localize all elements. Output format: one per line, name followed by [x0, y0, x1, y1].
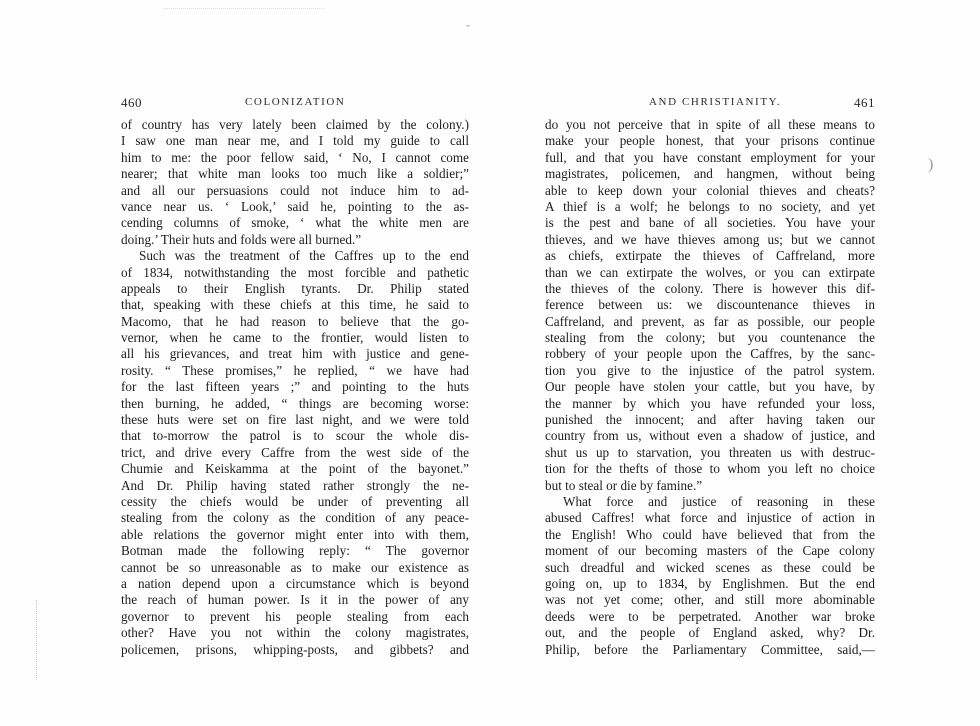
right-page: [545, 94, 875, 658]
text-line: going on, up to 1834, by Englishmen. But the end: [545, 575, 875, 591]
text-line: vernor, when he came to the frontier, would listen to: [121, 330, 469, 346]
text-line: governor to prevent his people stealing from each: [121, 608, 469, 624]
text-line: Philip, before the Parliamentary Committee, said,—: [545, 641, 875, 657]
left-running-head: [121, 94, 469, 114]
text-line: robbery of your people upon the Caffres, by the sanc-: [545, 346, 875, 362]
scan-mark-right: ): [928, 156, 934, 173]
text-line: appeals to their English tyrants. Dr. Philip stated: [121, 280, 469, 296]
text-line: stealing from the colony; but you countenance the: [545, 330, 875, 346]
text-line: and all our persuasions could not induce him to ad-: [121, 182, 469, 198]
text-line: that to-morrow the patrol is to scour the whole dis-: [121, 428, 469, 444]
text-line: nearer; that white man looks too much like a soldier;”: [121, 166, 469, 182]
text-line: than we can extirpate the wolves, or you can extirpate: [545, 264, 875, 280]
text-line: abused Caffres! what force and injustice of action in: [545, 510, 875, 526]
text-line: punished the innocent; and after having taken our: [545, 412, 875, 428]
text-line: of country has very lately been claimed by the colony.): [121, 117, 469, 132]
text-line: but to steal or die by famine.”: [545, 477, 703, 493]
text-line: What force and justice of reasoning in these: [563, 493, 875, 509]
text-line: the manner by which you have refunded your loss,: [545, 395, 875, 411]
text-line: of 1834, notwithstanding the most forcible and pathetic: [121, 264, 469, 280]
text-line: full, and that you have constant employment for your: [545, 149, 875, 165]
left-page-number: 460: [121, 95, 142, 110]
text-line: Botman made the following reply: “ The governor: [121, 543, 469, 559]
text-line: Such was the treatment of the Caffres up to the end: [139, 248, 469, 264]
right-page-number: 461: [854, 95, 875, 110]
text-line: rosity. “ These promises,” he replied, “ we have had: [121, 362, 469, 378]
text-line: a nation depend upon a circumstance which is beyond: [121, 575, 469, 591]
text-line: out, and the people of England asked, why? Dr.: [545, 625, 875, 641]
text-line: And Dr. Philip having stated rather strongly the ne-: [121, 477, 469, 493]
text-line: country from us, without even a shadow of justice, and: [545, 428, 875, 444]
text-line: vance near us. ‘ Look,’ said he, pointing to the as-: [121, 198, 469, 214]
right-running-head: [545, 94, 875, 114]
text-line: him to me: the poor fellow said, ‘ No, I cannot come: [121, 149, 469, 165]
left-page-text: [121, 117, 469, 658]
left-page: [121, 94, 469, 658]
text-line: the thieves of the colony. There is however this dif-: [545, 280, 875, 296]
right-running-title: AND CHRISTIANITY.: [649, 96, 782, 108]
text-line: tion for the thefts of those to whom you left no choice: [545, 461, 875, 477]
text-line: was not yet come; other, and still more abominable: [545, 592, 875, 608]
text-line: for the last fifteen years ;” and pointing to the huts: [121, 379, 469, 395]
text-line: as chiefs, extirpate the thieves of Caffreland, more: [545, 248, 875, 264]
text-line: able to keep down your colonial thieves and cheats?: [545, 182, 875, 198]
text-line: these huts were set on fire last night, and we were told: [121, 412, 469, 428]
text-line: able relations the governor might enter into with them,: [121, 526, 469, 542]
text-line: policemen, prisons, whipping-posts, and gibbets? and: [121, 641, 469, 657]
text-line: thieves, and we have thieves among us; but we cannot: [545, 231, 875, 247]
text-line: shut us up to starvation, you threaten us with destruc-: [545, 444, 875, 460]
text-line: Chumie and Keiskamma at the point of the bayonet.”: [121, 461, 469, 477]
text-line: Caffreland, and prevent, as far as possible, our people: [545, 313, 875, 329]
scan-mark-top: ˇ: [466, 22, 470, 36]
text-line: is the pest and bane of all societies. You have your: [545, 215, 875, 231]
scan-margin-dots: [36, 600, 39, 680]
text-line: A thief is a wolf; he belongs to no society, and yet: [545, 198, 875, 214]
text-line: I saw one man near me, and I told my guide to call: [121, 133, 469, 149]
text-line: Macomo, that he had reason to believe that the go-: [121, 313, 469, 329]
text-line: Our people have stolen your cattle, but you have, by: [545, 379, 875, 395]
text-line: the English! Who could have believed that from the: [545, 526, 875, 542]
scan-specks: [164, 8, 324, 15]
text-line: ference between us: we discountenance thieves in: [545, 297, 875, 313]
text-line: all his grievances, and treat him with justice and gene-: [121, 346, 469, 362]
text-line: cending columns of smoke, ‘ what the white men are: [121, 215, 469, 231]
text-line: then burning, he added, “ things are becoming worse:: [121, 395, 469, 411]
text-line: trict, and drive every Caffre from the west side of the: [121, 444, 469, 460]
text-line: cannot be so unreasonable as to make our existence as: [121, 559, 469, 575]
text-line: doing.’ Their huts and folds were all burned.”: [121, 231, 362, 247]
text-line: tion you give to the injustice of the patrol system.: [545, 362, 875, 378]
text-line: moment of our becoming masters of the Cape colony: [545, 543, 875, 559]
text-line: magistrates, policemen, and hangmen, without being: [545, 166, 875, 182]
text-line: cessity the chiefs would be under of preventing all: [121, 493, 469, 509]
text-line: deeds were to be perpetrated. Another war broke: [545, 608, 875, 624]
text-line: such dreadful and wicked scenes as these could be: [545, 559, 875, 575]
text-line: stealing from the colony as the condition of any peace-: [121, 510, 469, 526]
text-line: other? Have you not within the colony magistrates,: [121, 625, 469, 641]
left-running-title: COLONIZATION: [245, 96, 346, 108]
text-line: that, speaking with these chiefs at this time, he said to: [121, 297, 469, 313]
right-page-text: [545, 117, 875, 658]
text-line: do you not perceive that in spite of all these means to: [545, 117, 875, 132]
text-line: make your people honest, that your prisons continue: [545, 133, 875, 149]
text-line: the reach of human power. Is it in the power of any: [121, 592, 469, 608]
